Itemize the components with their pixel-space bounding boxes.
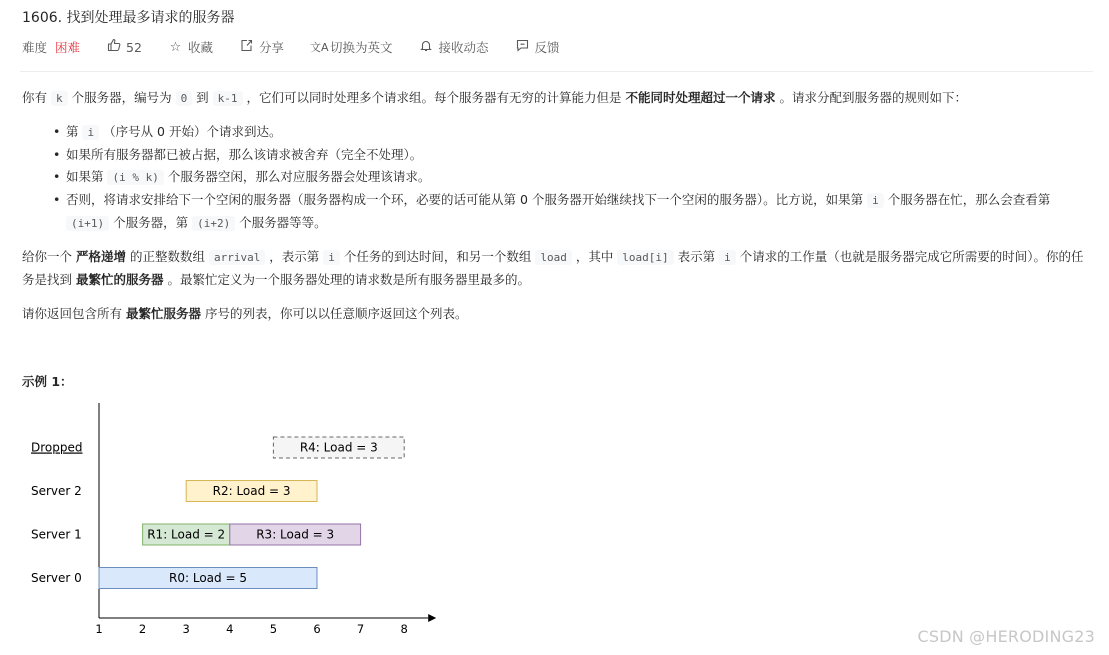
problem-title: 1606. 找到处理最多请求的服务器 <box>22 10 235 26</box>
x-axis-arrow <box>428 614 436 622</box>
inline-code: i <box>323 250 340 265</box>
favorite-label: 收藏 <box>187 40 213 55</box>
translate-icon: 文A <box>309 41 329 54</box>
star-icon: ☆ <box>169 39 182 55</box>
list-item <box>22 189 1092 235</box>
x-tick-label: 6 <box>313 622 321 636</box>
like-button[interactable] <box>106 38 142 56</box>
subscribe-button[interactable] <box>418 38 488 56</box>
row-label: Dropped <box>31 440 83 455</box>
text: 表示第 <box>673 249 720 264</box>
row-label: Server 1 <box>31 527 82 542</box>
inline-code: (i+2) <box>192 216 235 231</box>
feedback-button[interactable] <box>515 38 560 56</box>
list-item <box>22 121 1092 144</box>
text: 个请求的工作量（也就是服务器完成它所需要的时间）。你的任务是找到 <box>22 249 1084 287</box>
intro-paragraph <box>22 87 1092 110</box>
text: 个服务器在忙，那么会查看第 <box>883 192 1051 207</box>
inline-code: k <box>51 91 68 106</box>
inline-code: i <box>867 193 884 208</box>
rules-list <box>22 121 1092 235</box>
bell-icon <box>418 39 433 56</box>
text: ，它们可以同时处理多个请求组。每个服务器有无穷的计算能力但是 <box>242 90 626 105</box>
x-tick-label: 3 <box>182 622 190 636</box>
text: 否则，将请求安排给下一个空闲的服务器（服务器构成一个环，必要的话可能从第 0 个服务器开始继续找下一个空闲的服务器）。比方说，如果第 <box>66 192 868 207</box>
x-tick-label: 2 <box>138 622 147 636</box>
text: 第 <box>66 124 83 139</box>
text: （序号从 0 开始）个请求到达。 <box>99 124 282 139</box>
problem-meta-bar <box>22 38 586 56</box>
text: 个服务器，第 <box>109 215 193 230</box>
bold-text: 最繁忙服务器 <box>125 306 201 321</box>
inline-code: i <box>719 250 736 265</box>
text: 个服务器空闲，那么对应服务器会处理该请求。 <box>163 169 431 184</box>
switch-language-button[interactable] <box>310 38 393 56</box>
task-label: R1: Load = 2 <box>147 527 226 542</box>
text: 你有 <box>22 90 51 105</box>
share-button[interactable] <box>239 38 284 56</box>
share-icon <box>239 39 254 56</box>
subscribe-label: 接收动态 <box>438 40 489 55</box>
bold-text: 最繁忙的服务器 <box>75 272 164 287</box>
header-divider <box>20 71 1093 72</box>
watermark: CSDN @HERODING23 <box>917 627 1095 646</box>
x-tick-label: 5 <box>269 622 278 636</box>
inline-code: load[i] <box>617 250 673 265</box>
favorite-button[interactable] <box>168 38 213 56</box>
row-label: Server 0 <box>31 571 82 585</box>
text: 到 <box>192 90 213 105</box>
text: 个任务的到达时间，和另一个数组 <box>339 249 536 264</box>
task-label: R4: Load = 3 <box>299 440 378 455</box>
x-tick-label: 8 <box>400 622 408 636</box>
problem-description <box>22 87 1092 325</box>
text: 。最繁忙定义为一个服务器处理的请求数是所有服务器里最多的。 <box>163 272 530 287</box>
text: 个服务器等等。 <box>235 215 327 230</box>
share-label: 分享 <box>258 40 284 55</box>
inline-code: i <box>82 125 99 140</box>
difficulty-badge: 困难 <box>55 40 81 55</box>
task-label: R2: Load = 3 <box>212 484 291 498</box>
inline-code: k-1 <box>213 91 243 106</box>
inline-code: (i % k) <box>107 170 163 185</box>
inline-code: 0 <box>176 91 193 106</box>
x-tick-label: 7 <box>356 622 365 636</box>
text: 给你一个 <box>22 249 76 264</box>
task-label: R3: Load = 3 <box>256 527 335 542</box>
like-count: 52 <box>126 39 142 55</box>
text: 的正整数数组 <box>126 249 209 264</box>
example-diagram <box>0 395 460 645</box>
text: ，表示第 <box>265 249 324 264</box>
difficulty <box>22 38 80 56</box>
difficulty-label: 难度 <box>22 40 48 55</box>
list-item <box>22 144 1092 166</box>
feedback-icon <box>515 39 530 56</box>
row-label: Server 2 <box>31 484 82 498</box>
text: ，其中 <box>571 249 618 264</box>
feedback-label: 反馈 <box>534 40 560 55</box>
text: 如果所有服务器都已被占据，那么该请求被舍弃（完全不处理）。 <box>66 147 423 162</box>
task-label: R0: Load = 5 <box>169 571 247 585</box>
arrival-paragraph <box>22 246 1092 291</box>
list-item <box>22 166 1092 189</box>
bold-text: 不能同时处理超过一个请求 <box>625 90 776 105</box>
thumbs-up-icon <box>106 38 121 56</box>
inline-code: (i+1) <box>66 216 109 231</box>
inline-code: load <box>535 250 572 265</box>
text: 请你返回包含所有 <box>22 306 126 321</box>
text: 如果第 <box>66 169 108 184</box>
example-title: 示例 1： <box>22 374 73 389</box>
return-paragraph <box>22 303 1092 325</box>
x-tick-label: 4 <box>226 622 234 636</box>
inline-code: arrival <box>209 250 265 265</box>
text: 。请求分配到服务器的规则如下： <box>775 90 967 105</box>
text: 序号的列表，你可以以任意顺序返回这个列表。 <box>201 306 468 321</box>
bold-text: 严格递增 <box>75 249 126 264</box>
x-tick-label: 1 <box>95 622 103 636</box>
text: 个服务器，编号为 <box>67 90 176 105</box>
switch-language-label: 切换为英文 <box>329 40 393 55</box>
